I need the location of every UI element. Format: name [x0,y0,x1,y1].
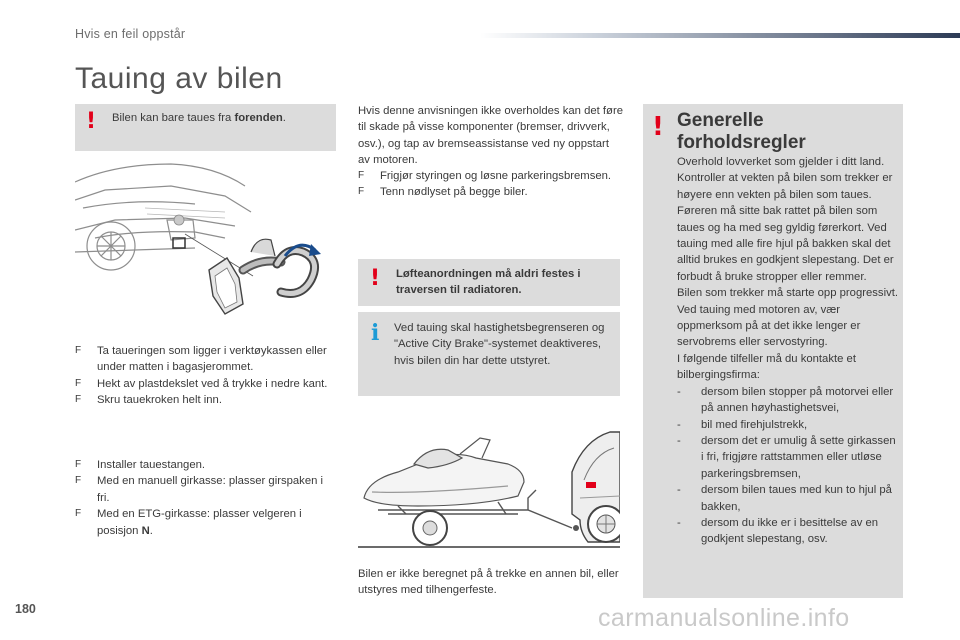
tow-hook-steps [75,343,336,409]
list-item: F Frigjør styringen og løsne parkeringsbremsen. [358,168,623,184]
list-item: - dersom bilen stopper på motorvei eller på annen høyhastighetsvei, [677,384,899,417]
list-item: F Ta taueringen som ligger i verktøykassen eller under matten i bagasjerommet. [75,343,336,376]
radiator-warning [358,259,620,306]
front-only-text: Bilen kan bare taues fra forenden. [112,112,286,124]
paragraph: Overhold lovverket som gjelder i ditt land. Kontroller at vekten på bilen som trekker er høyere enn vekten på bilen som taues. Føreren må sitte bak rattet på bilen som taues og ha med seg gyldig førerkort. Ved tauing med alle fire hjul på bakken skal det alltid brukes en godkjent slepestang. Det er forbudt å bruke stropper eller remmer. [677,156,894,283]
speed-limiter-info [358,312,620,396]
trailer-prohibited-illustration [358,410,620,550]
warning-icon: ! [86,109,97,134]
towing-bar-steps [75,457,336,539]
list-item: F Hekt av plastdekslet ved å trykke i nedre kant. [75,376,336,392]
watermark: carmanualsonline.info [598,604,850,632]
page-title: Tauing av bilen [75,62,283,95]
front-only-note [75,104,336,151]
list-item: - dersom bilen taues med kun to hjul på bakken, [677,482,899,515]
page-number: 180 [15,602,36,616]
list-item: F Tenn nødlyset på begge biler. [358,184,623,200]
info-icon: i [371,320,380,346]
warning-icon: ! [652,112,664,142]
list-item: F Med en ETG-girkasse: plasser velgeren i posisjon N. [75,506,336,539]
header-bar [480,33,960,38]
tow-hook-illustration [75,160,336,320]
speed-limiter-info-text: Ved tauing skal hastighetsbegrenseren og "Active City Brake"-systemet deaktiveres, hvis bilen din har dette utstyret. [394,322,605,367]
radiator-warning-text: Løfteanordningen må aldri festes i traversen til radiatoren. [396,268,581,297]
general-precautions-text [677,154,899,548]
middle-intro: Hvis denne anvisningen ikke overholdes kan det føre til skade på visse komponenter (bremser, drivverk, osv.), og tap av bremseassistanse ved ny oppstart av motoren. [358,105,624,167]
general-precautions-title: Generelle forholdsregler [677,110,806,153]
warning-icon: ! [370,266,381,291]
paragraph: Bilen som trekker må starte opp progressivt. [677,287,899,300]
section-header: Hvis en feil oppstår [75,27,186,41]
paragraph: I følgende tilfeller må du kontakte et bilbergingsfirma: [677,352,856,382]
list-item: F Med en manuell girkasse: plasser girspaken i fri. [75,473,336,506]
list-item: - dersom du ikke er i besittelse av en godkjent slepestang, osv. [677,515,899,548]
list-item: F Skru tauekroken helt inn. [75,392,336,408]
paragraph: Ved tauing med motoren av, vær oppmerksom på at det ikke lenger er servobrems eller servostyring. [677,303,861,349]
list-item: - dersom det er umulig å sette girkassen i fri, frigjøre rattstammen eller utløse parkeringsbremsen, [677,433,899,482]
general-precautions-box [643,104,903,598]
list-item: F Installer tauestangen. [75,457,336,473]
middle-steps [358,168,623,201]
list-item: - bil med firehjulstrekk, [677,417,899,433]
trailer-caption: Bilen er ikke beregnet på å trekke en annen bil, eller utstyres med tilhengerfeste. [358,568,619,597]
towing-service-cases [677,384,899,548]
